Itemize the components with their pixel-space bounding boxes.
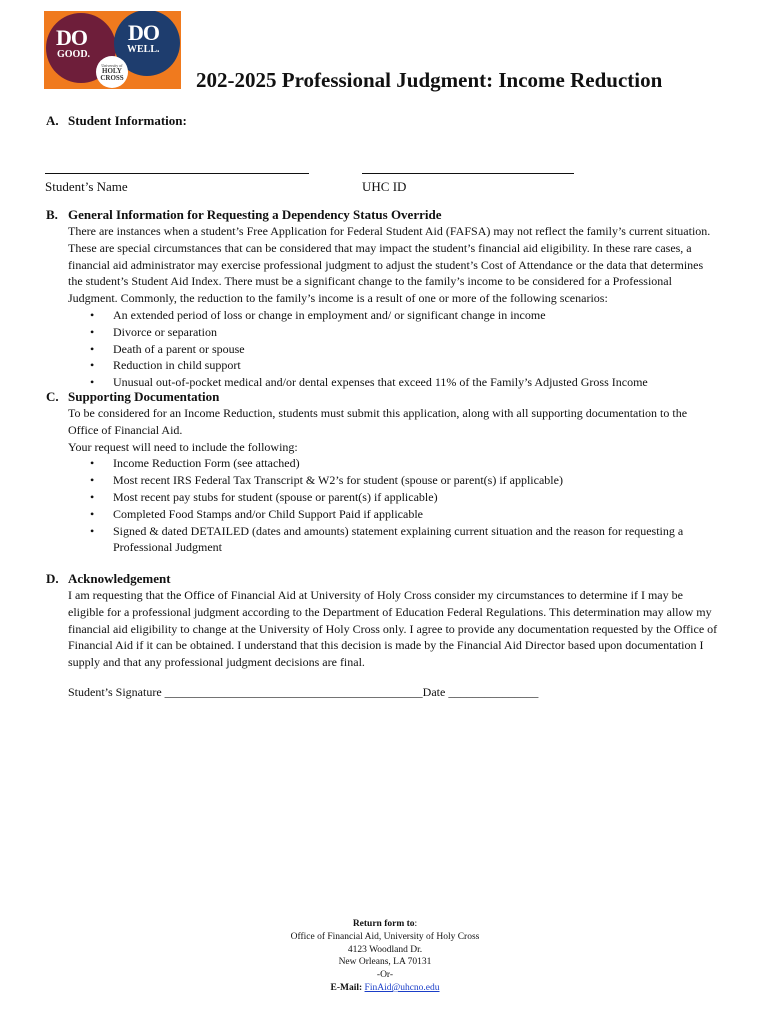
list-item: • Unusual out-of-pocket medical and/or dental expenses that exceed 11% of the Family’s Adjusted Gross Income	[90, 375, 648, 390]
list-item: • Death of a parent or spouse	[90, 341, 245, 356]
do-good-circle: DO GOOD.	[46, 13, 116, 83]
section-c-list	[68, 455, 720, 556]
section-b-body	[68, 223, 720, 391]
list-item: • Divorce or separation	[90, 324, 217, 339]
section-c-paragraph-2: Your request will need to include the following:	[68, 439, 298, 454]
address-line: New Orleans, LA 70131	[338, 957, 432, 968]
student-name-label: Student’s Name	[45, 179, 128, 194]
address-line: 4123 Woodland Dr.	[347, 944, 423, 955]
bullet-icon: •	[90, 489, 95, 504]
bullet-icon: •	[90, 523, 95, 538]
section-a-heading: A. Student Information:	[46, 113, 187, 128]
university-logo	[44, 11, 181, 89]
uhc-id-line[interactable]	[362, 173, 574, 174]
return-address: Return form to: Office of Financial Aid, University of Holy Cross 4123 Woodland Dr. New Orleans, LA 70131 -Or- E-Mail: FinAid@uhcno.edu	[240, 918, 530, 995]
list-item: • Reduction in child support	[90, 358, 241, 373]
list-item: • Signed & dated DETAILED (dates and amounts) statement explaining current situation and the reason for requesting a Professional Judgment	[90, 523, 684, 555]
email-label: E-Mail:	[330, 982, 363, 993]
bullet-icon: •	[90, 307, 95, 322]
page-title: 202-2025 Professional Judgment: Income Reduction	[196, 68, 663, 92]
section-c-paragraph: To be considered for an Income Reduction, students must submit this application, along with all supporting documentation to the Office of Financial Aid.	[68, 406, 688, 437]
section-c-body	[68, 405, 720, 556]
section-b-paragraph: There are instances when a student’s Free Application for Federal Student Aid (FAFSA) may not reflect the family’s current situation. These are special circumstances that can be considered that may impact the student’s financial aid eligibility. In these rare cases, a financial aid administrator may exercise professional judgment to adjust the student’s Cost of Attendance or the data that determines the student’s Student Aid Index. There must be a significant change to the family’s income to be considered for a Professional Judgment. Commonly, the reduction to the family’s income is a result of one or more of the following scenarios:	[68, 224, 711, 306]
do-well-circle: DO WELL.	[114, 11, 180, 76]
student-name-line[interactable]	[45, 173, 309, 174]
section-d-body	[68, 587, 720, 671]
or-separator: -Or-	[376, 970, 394, 981]
section-d-heading: D. Acknowledgement	[46, 571, 171, 586]
email-link[interactable]: FinAid@uhcno.edu	[364, 982, 440, 993]
bullet-icon: •	[90, 456, 95, 471]
list-item: • Income Reduction Form (see attached)	[90, 456, 300, 471]
bullet-icon: •	[90, 358, 95, 373]
bullet-icon: •	[90, 375, 95, 390]
bullet-icon: •	[90, 473, 95, 488]
holy-cross-seal: University of HOLY CROSS	[96, 56, 128, 88]
list-item: • An extended period of loss or change in employment and/ or significant change in income	[90, 307, 546, 322]
signature-date-line[interactable]: Student’s Signature ___________________________________________Date _______________	[68, 685, 539, 699]
bullet-icon: •	[90, 506, 95, 521]
section-d-paragraph: I am requesting that the Office of Financial Aid at University of Holy Cross consider my circumstances to determine if I may be eligible for a professional judgment according to the Department of Education Federal Regulations. This determination may allow my financial aid eligibility to change at the University of Holy Cross only. I agree to provide any documentation requested by the Office of Financial Aid if it can be obtained. I understand that this decision is made by the Financial Aid Director based upon documentation I supply and that any professional judgment decisions are final.	[68, 588, 718, 670]
uhc-id-label: UHC ID	[362, 179, 407, 194]
bullet-icon: •	[90, 324, 95, 339]
section-b-heading: B. General Information for Requesting a Dependency Status Override	[46, 207, 442, 222]
list-item: • Completed Food Stamps and/or Child Support Paid if applicable	[90, 506, 423, 521]
address-line: Office of Financial Aid, University of Holy Cross	[290, 931, 480, 942]
section-b-list	[68, 307, 720, 391]
section-c-heading: C. Supporting Documentation	[46, 389, 220, 404]
list-item: • Most recent IRS Federal Tax Transcript & W2’s for student (spouse or parent(s) if applicable)	[90, 473, 563, 488]
bullet-icon: •	[90, 341, 95, 356]
list-item: • Most recent pay stubs for student (spouse or parent(s) if applicable)	[90, 489, 438, 504]
return-label: Return form to	[352, 919, 415, 929]
